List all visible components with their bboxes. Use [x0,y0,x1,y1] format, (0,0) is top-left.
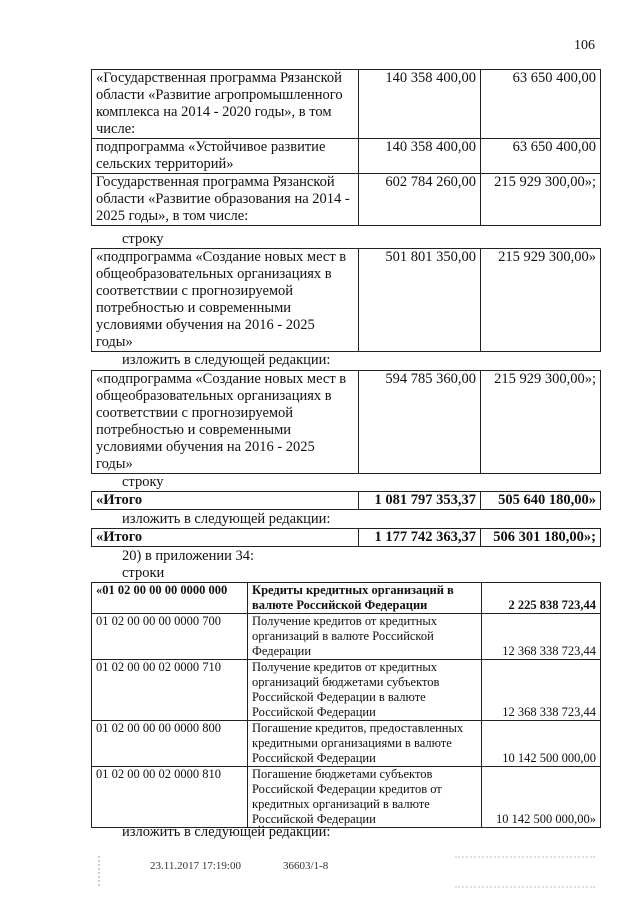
table-row [92,371,601,474]
appendix-heading: 20) в приложении 34: [122,548,255,564]
amount-cell: 2 225 838 723,44 [482,583,601,614]
code-cell: «01 02 00 00 00 0000 000 [92,583,248,614]
program-name: «Государственная программа Рязанской области «Развитие агропромышленного комплекса на 2014 - 2020 годы», в том числе: [92,70,359,139]
code-cell: 01 02 00 00 00 0000 700 [92,614,248,660]
amount-cell: 506 301 180,00»; [481,529,601,547]
instruction-text: изложить в следующей редакции: [122,824,331,840]
table-row [92,70,601,139]
table-row [92,660,601,721]
program-name: Государственная программа Рязанской области «Развитие образования на 2014 - 2025 годы», в том числе: [92,174,359,226]
amount-cell: 215 929 300,00»; [481,371,601,474]
amount-cell: 602 784 260,00 [359,174,481,226]
new-row-table [91,370,601,474]
table-row [92,529,601,547]
amount-cell: 215 929 300,00» [481,249,601,352]
table-row [92,721,601,767]
total-label: «Итого [92,492,359,510]
amount-cell: 505 640 180,00» [481,492,601,510]
amount-cell: 10 142 500 000,00 [482,721,601,767]
amount-cell: 1 081 797 353,37 [359,492,481,510]
table-row [92,492,601,510]
code-cell: 01 02 00 00 00 0000 800 [92,721,248,767]
itogo-new-table [91,528,601,547]
budget-table-top [91,69,601,226]
description-cell: Получение кредитов от кредитных организаций в валюте Российской Федерации [248,614,482,660]
program-name: подпрограмма «Устойчивое развитие сельских территорий» [92,139,359,174]
amount-cell: 594 785 360,00 [359,371,481,474]
instruction-text: изложить в следующей редакции: [122,352,331,368]
page-number: 106 [574,38,595,53]
stamp-mark [98,856,122,886]
table-row [92,139,601,174]
amount-cell: 140 358 400,00 [359,139,481,174]
amount-cell: 140 358 400,00 [359,70,481,139]
amount-cell: 63 650 400,00 [481,139,601,174]
amount-cell: 1 177 742 363,37 [359,529,481,547]
credits-table [91,582,601,828]
amount-cell: 12 368 338 723,44 [482,614,601,660]
instruction-text: строку [122,474,164,490]
code-cell: 01 02 00 00 02 0000 810 [92,767,248,828]
total-label: «Итого [92,529,359,547]
program-name: «подпрограмма «Создание новых мест в общеобразовательных организациях в соответствии с прогнозируемой потребностью и современными условиями обучения на 2016 - 2025 годы» [92,249,359,352]
stamp-mark [455,856,595,888]
old-row-table [91,248,601,352]
amount-cell: 501 801 350,00 [359,249,481,352]
amount-cell: 12 368 338 723,44 [482,660,601,721]
description-cell: Погашение кредитов, предоставленных кредитными организациями в валюте Российской Федерации [248,721,482,767]
amount-cell: 215 929 300,00»; [481,174,601,226]
description-cell: Получение кредитов от кредитных организаций бюджетами субъектов Российской Федерации в валюте Российской Федерации [248,660,482,721]
table-row [92,614,601,660]
amount-cell: 10 142 500 000,00» [482,767,601,828]
description-cell: Кредиты кредитных организаций в валюте Российской Федерации [248,583,482,614]
instruction-text: строки [122,565,165,581]
table-row [92,767,601,828]
instruction-text: изложить в следующей редакции: [122,511,331,527]
amount-cell: 63 650 400,00 [481,70,601,139]
description-cell: Погашение бюджетами субъектов Российской Федерации кредитов от кредитных организаций в валюте Российской Федерации [248,767,482,828]
table-row [92,249,601,352]
code-cell: 01 02 00 00 02 0000 710 [92,660,248,721]
itogo-old-table [91,491,601,510]
table-row [92,583,601,614]
footer-datetime: 23.11.2017 17:19:00 [150,860,241,872]
footer-doc-id: 36603/1-8 [283,860,329,872]
instruction-text: строку [122,231,164,247]
program-name: «подпрограмма «Создание новых мест в общеобразовательных организациях в соответствии с прогнозируемой потребностью и современными условиями обучения на 2016 - 2025 годы» [92,371,359,474]
table-row [92,174,601,226]
